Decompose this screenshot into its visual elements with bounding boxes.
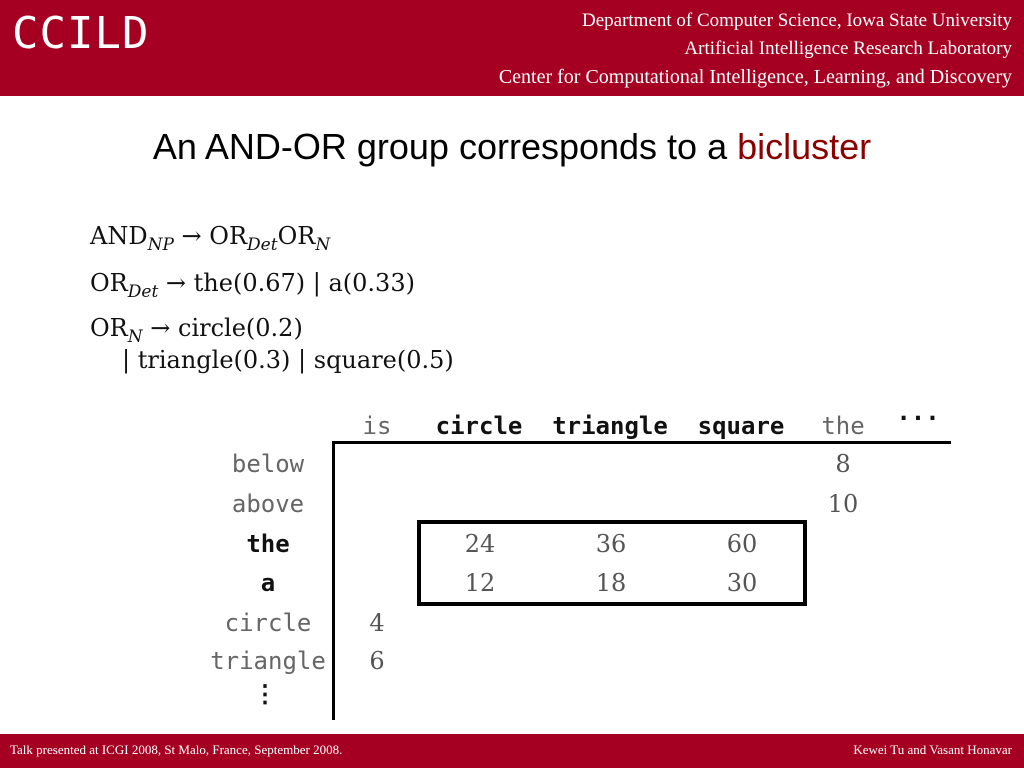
title-highlight: bicluster — [737, 126, 872, 167]
column-header: is — [362, 412, 392, 440]
affiliation-line: Department of Computer Science, Iowa State University — [581, 10, 1012, 31]
table-cell: 36 — [595, 530, 627, 558]
rule-lhs-subscript: N — [127, 327, 143, 347]
title-text: An AND-OR group corresponds to a — [152, 126, 738, 167]
table-cell: 8 — [835, 450, 851, 478]
rule-rhs: → circle(0.2) — [150, 314, 303, 342]
table-header-rule — [333, 441, 951, 444]
footer-authors: Kewei Tu and Vasant Honavar — [853, 742, 1012, 757]
table-cell: 24 — [464, 530, 496, 558]
affiliation-line: Center for Computational Intelligence, Learning, and Discovery — [498, 66, 1012, 88]
column-header: circle — [435, 412, 523, 440]
rule-rhs-subscript: N — [315, 235, 331, 255]
table-cell: 10 — [827, 490, 859, 518]
rule-arrow: → — [181, 222, 202, 250]
column-header: square — [697, 412, 785, 440]
row-header: the — [246, 530, 290, 558]
column-header: the — [821, 412, 865, 440]
column-header: triangle — [552, 412, 668, 440]
rule-lhs-subscript: Det — [127, 282, 159, 302]
table-cell: 60 — [726, 530, 758, 558]
rule-rhs: OR — [277, 222, 316, 250]
row-header: triangle — [210, 647, 326, 675]
table-cell: 18 — [595, 569, 627, 597]
row-header: above — [231, 490, 305, 518]
row-header: below — [231, 450, 305, 478]
table-cell: 6 — [369, 647, 385, 675]
logo: CCILD — [12, 8, 150, 59]
table-cell: 4 — [369, 609, 385, 637]
rule-rhs: OR — [209, 222, 248, 250]
footer-bar — [0, 734, 1024, 768]
table-row-rule — [332, 441, 335, 720]
rule-lhs-subscript: NP — [147, 235, 174, 255]
column-header: ··· — [896, 404, 940, 432]
row-header: a — [260, 569, 276, 597]
table-cell: 30 — [726, 569, 758, 597]
rule-lhs: AND — [90, 222, 148, 250]
row-header: ⋮ — [253, 680, 277, 708]
rule-rhs: → the(0.67) | a(0.33) — [165, 269, 415, 297]
rule-or-n-continuation: | triangle(0.3) | square(0.5) — [122, 346, 454, 374]
rule-rhs-subscript: Det — [247, 235, 278, 255]
row-header: circle — [224, 609, 312, 637]
affiliation-line: Artificial Intelligence Research Laboratory — [684, 38, 1012, 59]
table-cell: 12 — [464, 569, 496, 597]
rule-lhs: OR — [90, 269, 128, 297]
rule-lhs: OR — [90, 314, 128, 342]
footer-talk-info: Talk presented at ICGI 2008, St Malo, France, September 2008. — [10, 742, 343, 757]
